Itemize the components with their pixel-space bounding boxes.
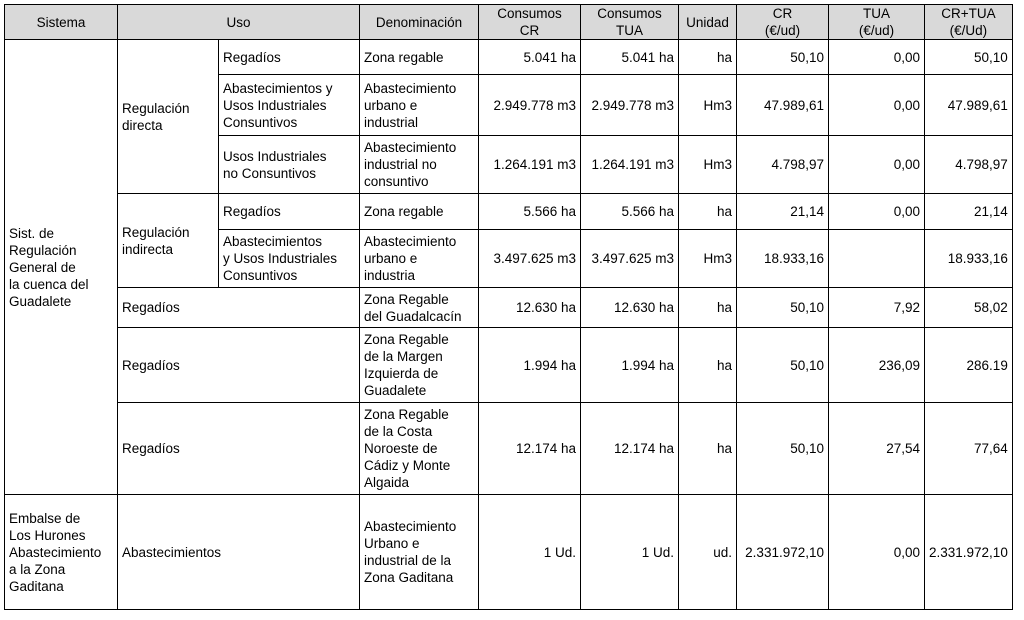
consumos-tua-cell: 1 Ud. bbox=[581, 495, 679, 610]
header-row bbox=[5, 5, 1013, 40]
header-sistema: Sistema bbox=[5, 5, 118, 40]
cr-cell: 4.798,97 bbox=[737, 136, 829, 194]
denominacion-cell: Abastecimiento industrial no consuntivo bbox=[360, 136, 479, 194]
sistema-cell: Embalse de Los Hurones Abastecimiento a la Zona Gaditana bbox=[5, 495, 118, 610]
regulacion-cell: Regulación directa bbox=[118, 40, 219, 194]
tua-cell: 27,54 bbox=[829, 403, 925, 495]
tua-cell bbox=[829, 230, 925, 288]
consumos-tua-cell: 12.630 ha bbox=[581, 288, 679, 328]
regulacion-cell: Regulación indirecta bbox=[118, 194, 219, 288]
denominacion-cell: Abastecimiento urbano e industrial bbox=[360, 75, 479, 136]
consumos-cr-cell: 5.041 ha bbox=[479, 40, 581, 75]
consumos-cr-cell: 3.497.625 m3 bbox=[479, 230, 581, 288]
tua-cell: 7,92 bbox=[829, 288, 925, 328]
tua-cell: 0,00 bbox=[829, 194, 925, 230]
consumos-tua-cell: 12.174 ha bbox=[581, 403, 679, 495]
denominacion-cell: Zona Regable de la Margen Izquierda de Guadalete bbox=[360, 328, 479, 403]
header-uso: Uso bbox=[118, 5, 360, 40]
table-row bbox=[5, 40, 1013, 75]
tua-cell: 0,00 bbox=[829, 75, 925, 136]
unidad-cell: Hm3 bbox=[679, 230, 737, 288]
uso-cell: Regadíos bbox=[118, 288, 360, 328]
cr-tua-cell: 58,02 bbox=[925, 288, 1013, 328]
cr-cell: 2.331.972,10 bbox=[737, 495, 829, 610]
uso-cell: Regadíos bbox=[118, 328, 360, 403]
consumos-tua-cell: 5.041 ha bbox=[581, 40, 679, 75]
header-tua: TUA (€/ud) bbox=[829, 5, 925, 40]
table-row bbox=[5, 194, 1013, 230]
consumos-cr-cell: 12.174 ha bbox=[479, 403, 581, 495]
consumos-cr-cell: 12.630 ha bbox=[479, 288, 581, 328]
cr-cell: 21,14 bbox=[737, 194, 829, 230]
cr-tua-cell: 21,14 bbox=[925, 194, 1013, 230]
cr-cell: 50,10 bbox=[737, 328, 829, 403]
consumos-tua-cell: 3.497.625 m3 bbox=[581, 230, 679, 288]
denominacion-cell: Zona Regable de la Costa Noroeste de Cádiz y Monte Algaida bbox=[360, 403, 479, 495]
uso-cell: Usos Industriales no Consuntivos bbox=[219, 136, 360, 194]
tua-cell: 0,00 bbox=[829, 40, 925, 75]
tua-cell: 0,00 bbox=[829, 136, 925, 194]
header-cr-tua: CR+TUA (€/Ud) bbox=[925, 5, 1013, 40]
cr-tua-cell: 286.19 bbox=[925, 328, 1013, 403]
consumos-tua-cell: 5.566 ha bbox=[581, 194, 679, 230]
consumos-cr-cell: 1.994 ha bbox=[479, 328, 581, 403]
unidad-cell: ha bbox=[679, 194, 737, 230]
consumos-tua-cell: 1.994 ha bbox=[581, 328, 679, 403]
unidad-cell: ha bbox=[679, 403, 737, 495]
uso-cell: Regadíos bbox=[219, 194, 360, 230]
cost-table bbox=[4, 4, 1013, 610]
consumos-cr-cell: 1 Ud. bbox=[479, 495, 581, 610]
table-container bbox=[4, 4, 1013, 610]
cr-cell: 50,10 bbox=[737, 288, 829, 328]
consumos-cr-cell: 5.566 ha bbox=[479, 194, 581, 230]
cr-tua-cell: 47.989,61 bbox=[925, 75, 1013, 136]
consumos-cr-cell: 2.949.778 m3 bbox=[479, 75, 581, 136]
table-row bbox=[5, 403, 1013, 495]
cr-tua-cell: 4.798,97 bbox=[925, 136, 1013, 194]
cr-cell: 18.933,16 bbox=[737, 230, 829, 288]
sistema-cell: Sist. de Regulación General de la cuenca del Guadalete bbox=[5, 40, 118, 495]
uso-cell: Regadíos bbox=[219, 40, 360, 75]
denominacion-cell: Zona Regable del Guadalcacín bbox=[360, 288, 479, 328]
denominacion-cell: Zona regable bbox=[360, 40, 479, 75]
consumos-cr-cell: 1.264.191 m3 bbox=[479, 136, 581, 194]
unidad-cell: ha bbox=[679, 40, 737, 75]
table-row bbox=[5, 288, 1013, 328]
cr-tua-cell: 77,64 bbox=[925, 403, 1013, 495]
tua-cell: 0,00 bbox=[829, 495, 925, 610]
cr-cell: 50,10 bbox=[737, 40, 829, 75]
table-row bbox=[5, 495, 1013, 610]
cr-cell: 50,10 bbox=[737, 403, 829, 495]
unidad-cell: ha bbox=[679, 288, 737, 328]
uso-cell: Abastecimientos y Usos Industriales Consuntivos bbox=[219, 75, 360, 136]
denominacion-cell: Abastecimiento urbano e industria bbox=[360, 230, 479, 288]
header-cr: CR (€/ud) bbox=[737, 5, 829, 40]
uso-cell: Abastecimientos y Usos Industriales Consuntivos bbox=[219, 230, 360, 288]
unidad-cell: Hm3 bbox=[679, 75, 737, 136]
consumos-tua-cell: 1.264.191 m3 bbox=[581, 136, 679, 194]
consumos-tua-cell: 2.949.778 m3 bbox=[581, 75, 679, 136]
unidad-cell: ud. bbox=[679, 495, 737, 610]
uso-cell: Abastecimientos bbox=[118, 495, 360, 610]
header-consumos-tua: Consumos TUA bbox=[581, 5, 679, 40]
uso-cell: Regadíos bbox=[118, 403, 360, 495]
header-unidad: Unidad bbox=[679, 5, 737, 40]
cr-tua-cell: 18.933,16 bbox=[925, 230, 1013, 288]
cr-tua-cell: 2.331.972,10 bbox=[925, 495, 1013, 610]
header-denominacion: Denominación bbox=[360, 5, 479, 40]
unidad-cell: Hm3 bbox=[679, 136, 737, 194]
denominacion-cell: Abastecimiento Urbano e industrial de la Zona Gaditana bbox=[360, 495, 479, 610]
cr-cell: 47.989,61 bbox=[737, 75, 829, 136]
table-row bbox=[5, 328, 1013, 403]
tua-cell: 236,09 bbox=[829, 328, 925, 403]
unidad-cell: ha bbox=[679, 328, 737, 403]
header-consumos-cr: Consumos CR bbox=[479, 5, 581, 40]
cr-tua-cell: 50,10 bbox=[925, 40, 1013, 75]
denominacion-cell: Zona regable bbox=[360, 194, 479, 230]
